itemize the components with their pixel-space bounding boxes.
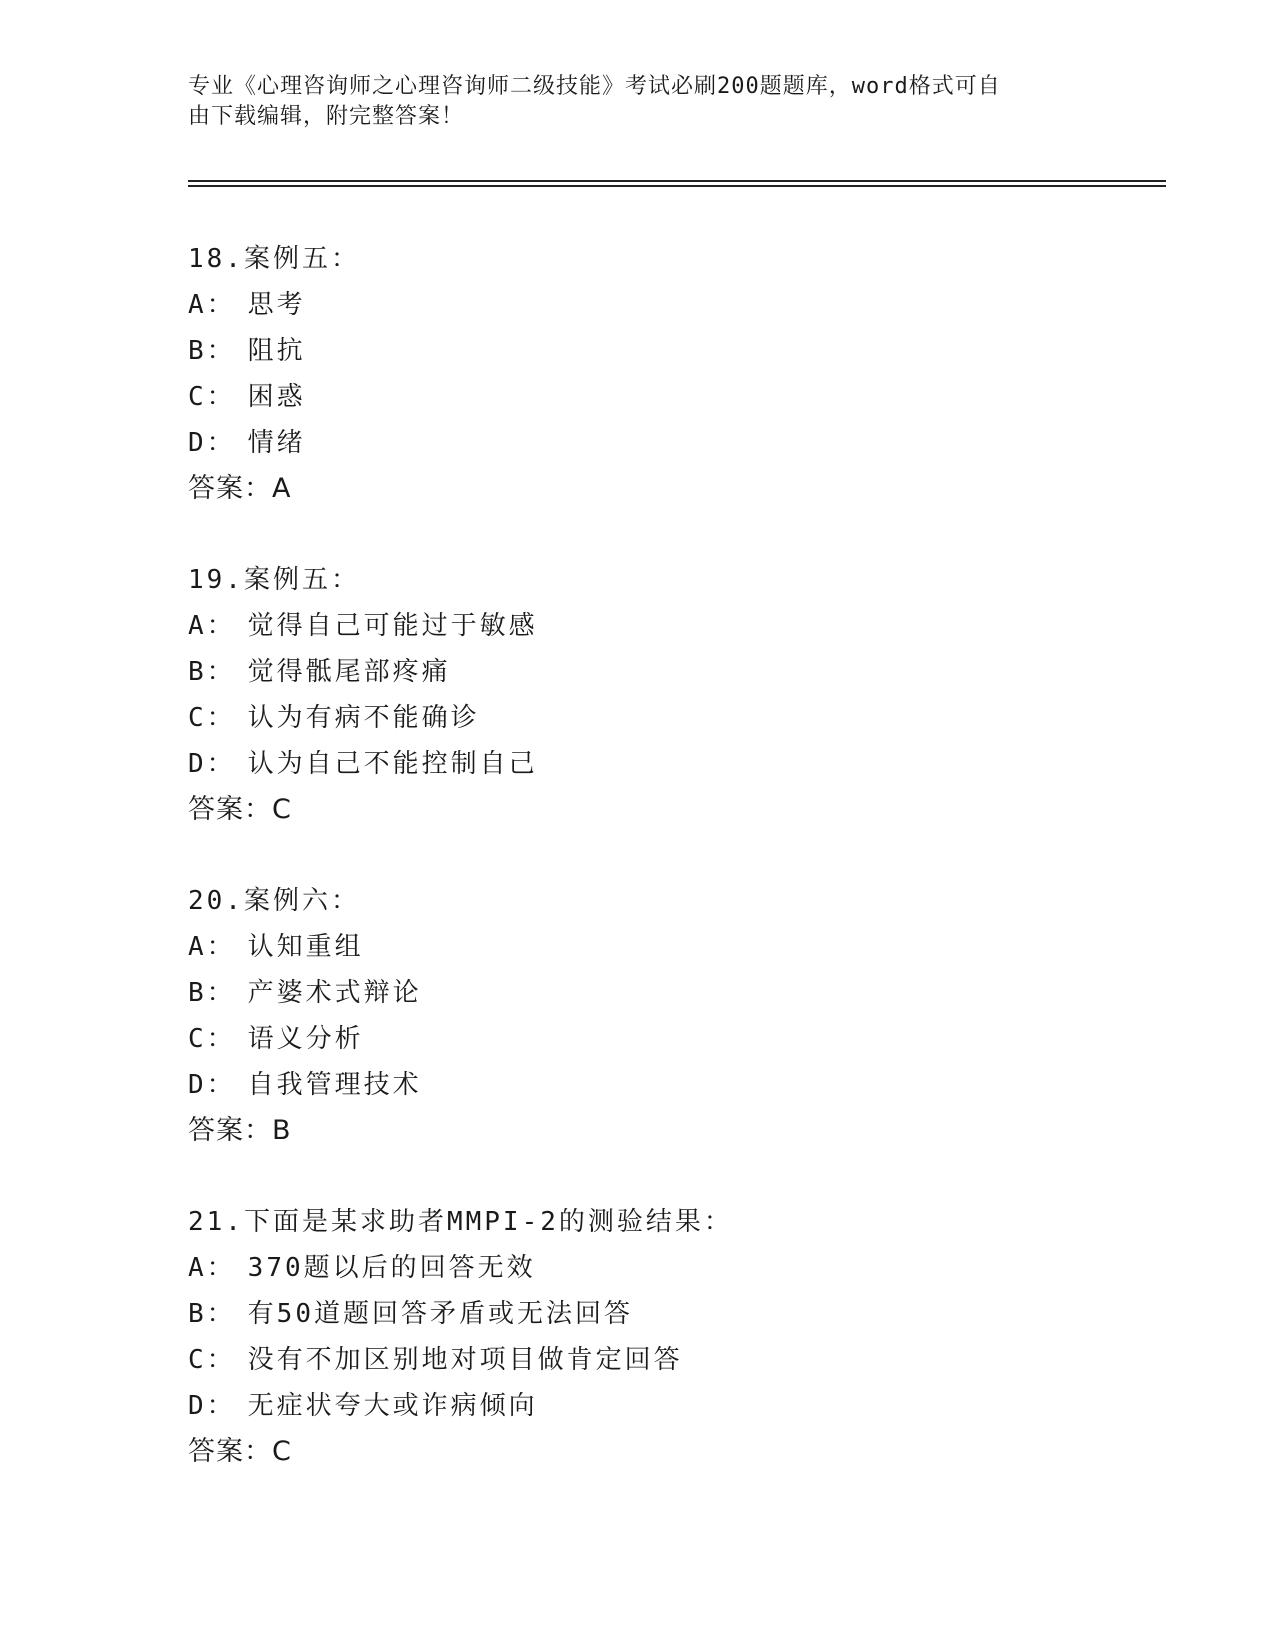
option-text: 认知重组 (247, 932, 364, 962)
option-separator: ： (206, 1345, 236, 1375)
option-letter: C (188, 703, 207, 733)
option-separator: ： (206, 428, 236, 458)
question-stem: 18.案例五： (188, 244, 360, 274)
question-stem: 20.案例六： (188, 886, 360, 916)
option-text: 情绪 (247, 428, 306, 458)
option-text: 觉得骶尾部疼痛 (247, 657, 451, 687)
option-text: 思考 (247, 290, 306, 320)
header-line-2: 由下载编辑，附完整答案！ (188, 104, 465, 129)
option-text: 语义分析 (247, 1024, 364, 1054)
option-separator: ： (206, 1299, 236, 1329)
option-c (188, 695, 1188, 741)
option-separator: ： (206, 1253, 236, 1283)
option-b (188, 970, 1188, 1016)
option-letter: D (188, 428, 207, 458)
option-letter: C (188, 1024, 207, 1054)
option-letter: B (188, 978, 207, 1008)
option-a (188, 603, 1188, 649)
option-c (188, 1337, 1188, 1383)
option-d (188, 420, 1188, 466)
option-letter: A (188, 611, 207, 641)
option-separator: ： (206, 978, 236, 1008)
option-separator: ： (206, 1070, 236, 1100)
option-d (188, 1383, 1188, 1429)
option-separator: ： (206, 1391, 236, 1421)
option-text: 认为有病不能确诊 (247, 703, 480, 733)
option-letter: B (188, 657, 207, 687)
question-21 (188, 1199, 1188, 1475)
option-d (188, 1062, 1188, 1108)
option-text: 没有不加区别地对项目做肯定回答 (247, 1345, 683, 1375)
header-rule-top (188, 180, 1166, 182)
option-letter: C (188, 382, 207, 412)
answer: 答案：A (188, 473, 292, 504)
option-separator: ： (206, 749, 236, 779)
option-separator: ： (206, 1024, 236, 1054)
option-b (188, 1291, 1188, 1337)
option-text: 阻抗 (247, 336, 306, 366)
question-20 (188, 878, 1188, 1154)
option-text: 自我管理技术 (247, 1070, 422, 1100)
option-separator: ： (206, 611, 236, 641)
option-a (188, 924, 1188, 970)
question-18 (188, 236, 1188, 512)
option-separator: ： (206, 932, 236, 962)
answer: 答案：B (188, 1115, 292, 1146)
header-rule-bottom (188, 185, 1166, 187)
answer: 答案：C (188, 794, 292, 825)
question-stem: 21.下面是某求助者MMPI-2的测验结果： (188, 1207, 733, 1237)
document-header (188, 72, 1088, 132)
option-separator: ： (206, 657, 236, 687)
option-text: 无症状夸大或诈病倾向 (247, 1391, 538, 1421)
answer: 答案：C (188, 1436, 292, 1467)
option-text: 产婆术式辩论 (247, 978, 422, 1008)
option-text: 认为自己不能控制自己 (247, 749, 538, 779)
option-text: 困惑 (247, 382, 306, 412)
question-stem: 19.案例五： (188, 565, 360, 595)
option-separator: ： (206, 290, 236, 320)
option-letter: A (188, 932, 207, 962)
option-text: 有50道题回答矛盾或无法回答 (247, 1299, 633, 1329)
option-c (188, 1016, 1188, 1062)
option-a (188, 1245, 1188, 1291)
option-separator: ： (206, 703, 236, 733)
option-letter: B (188, 1299, 207, 1329)
option-c (188, 374, 1188, 420)
option-d (188, 741, 1188, 787)
option-letter: D (188, 1391, 207, 1421)
option-letter: D (188, 749, 207, 779)
option-separator: ： (206, 336, 236, 366)
question-19 (188, 557, 1188, 833)
option-b (188, 328, 1188, 374)
option-letter: A (188, 1253, 207, 1283)
option-letter: B (188, 336, 207, 366)
option-letter: A (188, 290, 207, 320)
option-separator: ： (206, 382, 236, 412)
option-text: 370题以后的回答无效 (247, 1253, 536, 1283)
option-b (188, 649, 1188, 695)
option-letter: C (188, 1345, 207, 1375)
option-a (188, 282, 1188, 328)
option-letter: D (188, 1070, 207, 1100)
option-text: 觉得自己可能过于敏感 (247, 611, 538, 641)
header-line-1: 专业《心理咨询师之心理咨询师二级技能》考试必刷200题题库，word格式可自 (188, 74, 1001, 99)
